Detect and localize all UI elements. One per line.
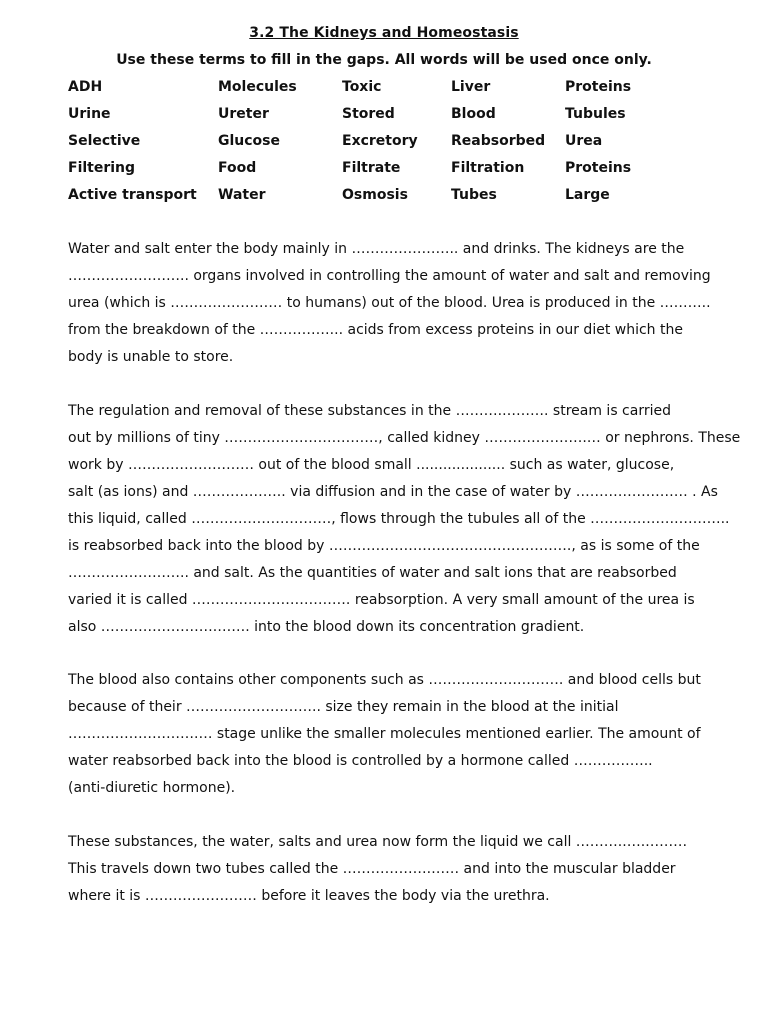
paragraph-line: work by ……………………… out of the blood small .................... such as water, glucose, bbox=[68, 457, 675, 473]
word-bank-row bbox=[68, 106, 708, 133]
word-bank-term: Filtration bbox=[451, 160, 525, 176]
word-bank-term: Filtrate bbox=[342, 160, 401, 176]
paragraph-line: varied it is called ……………………………. reabsorption. A very small amount of the urea is bbox=[68, 592, 695, 608]
word-bank-term: Active transport bbox=[68, 187, 197, 203]
paragraph-line: The regulation and removal of these substances in the ……….………. stream is carried bbox=[68, 403, 671, 419]
paragraph-line: where it is …………………… before it leaves the body via the urethra. bbox=[68, 888, 550, 904]
word-bank-row bbox=[68, 160, 708, 187]
paragraph-line: because of their ……………………….. size they remain in the blood at the initial bbox=[68, 699, 619, 715]
word-bank-term: Stored bbox=[342, 106, 395, 122]
worksheet-title: 3.2 The Kidneys and Homeostasis bbox=[249, 25, 519, 41]
paragraph-line: …………………….. organs involved in controlling the amount of water and salt and removing bbox=[68, 268, 711, 284]
paragraph-blood-components bbox=[68, 667, 733, 802]
paragraph-line: also …………………….……. into the blood down its concentration gradient. bbox=[68, 619, 585, 635]
word-bank-term: Tubules bbox=[565, 106, 626, 122]
paragraph-line: These substances, the water, salts and urea now form the liquid we call ………..….……… bbox=[68, 834, 688, 850]
word-bank-row bbox=[68, 133, 708, 160]
word-bank-term: Excretory bbox=[342, 133, 418, 149]
word-bank-term: Liver bbox=[451, 79, 491, 95]
word-bank-term: Proteins bbox=[565, 79, 632, 95]
paragraph-line: water reabsorbed back into the blood is controlled by a hormone called …………….. bbox=[68, 753, 653, 769]
instruction-line: Use these terms to fill in the gaps. All words will be used once only. bbox=[116, 52, 652, 68]
word-bank-term: Blood bbox=[451, 106, 496, 122]
word-bank-term: Molecules bbox=[218, 79, 297, 95]
word-bank-term: Food bbox=[218, 160, 257, 176]
paragraph-line: ……………………….… stage unlike the smaller molecules mentioned earlier. The amount of bbox=[68, 726, 701, 742]
paragraph-intake bbox=[68, 236, 733, 371]
word-bank-term: Water bbox=[218, 187, 266, 203]
word-bank-term: Selective bbox=[68, 133, 141, 149]
word-bank-term: Reabsorbed bbox=[451, 133, 546, 149]
paragraph-urine bbox=[68, 829, 733, 910]
paragraph-line: body is unable to store. bbox=[68, 349, 234, 365]
word-bank-term: ADH bbox=[68, 79, 103, 95]
paragraph-line: …………………….. and salt. As the quantities of water and salt ions that are reabsorbed bbox=[68, 565, 677, 581]
paragraph-line: urea (which is …………………… to humans) out of the blood. Urea is produced in the ……….. bbox=[68, 295, 711, 311]
word-bank-term: Ureter bbox=[218, 106, 269, 122]
word-bank-term: Toxic bbox=[342, 79, 382, 95]
paragraph-line: The blood also contains other components such as ……………….………. and blood cells but bbox=[68, 672, 701, 688]
paragraph-line: from the breakdown of the ……………... acids from excess proteins in our diet which the bbox=[68, 322, 683, 338]
paragraph-line: out by millions of tiny ……………………………, called kidney ………………….… or nephrons. These bbox=[68, 430, 741, 446]
word-bank-row bbox=[68, 187, 708, 214]
word-bank-term: Filtering bbox=[68, 160, 136, 176]
paragraph-line: this liquid, called …………………………, flows through the tubules all of the ……………….……….. bbox=[68, 511, 730, 527]
word-bank-term: Tubes bbox=[451, 187, 497, 203]
word-bank-term: Glucose bbox=[218, 133, 281, 149]
word-bank-term: Proteins bbox=[565, 160, 632, 176]
paragraph-regulation bbox=[68, 398, 741, 641]
word-bank-row bbox=[68, 79, 708, 106]
word-bank-term: Urea bbox=[565, 133, 603, 149]
word-bank-term: Urine bbox=[68, 106, 111, 122]
word-bank-term: Osmosis bbox=[342, 187, 408, 203]
word-bank bbox=[68, 79, 708, 214]
paragraph-line: is reabsorbed back into the blood by ……………………………………………., as is some of the bbox=[68, 538, 700, 554]
paragraph-line: Water and salt enter the body mainly in ………………….. and drinks. The kidneys are the bbox=[68, 241, 685, 257]
word-bank-term: Large bbox=[565, 187, 610, 203]
paragraph-line: salt (as ions) and ……………….. via diffusion and in the case of water by …………………… . As bbox=[68, 484, 718, 500]
paragraph-line: This travels down two tubes called the ……………….…… and into the muscular bladder bbox=[68, 861, 676, 877]
paragraph-line: (anti-diuretic hormone). bbox=[68, 780, 236, 796]
